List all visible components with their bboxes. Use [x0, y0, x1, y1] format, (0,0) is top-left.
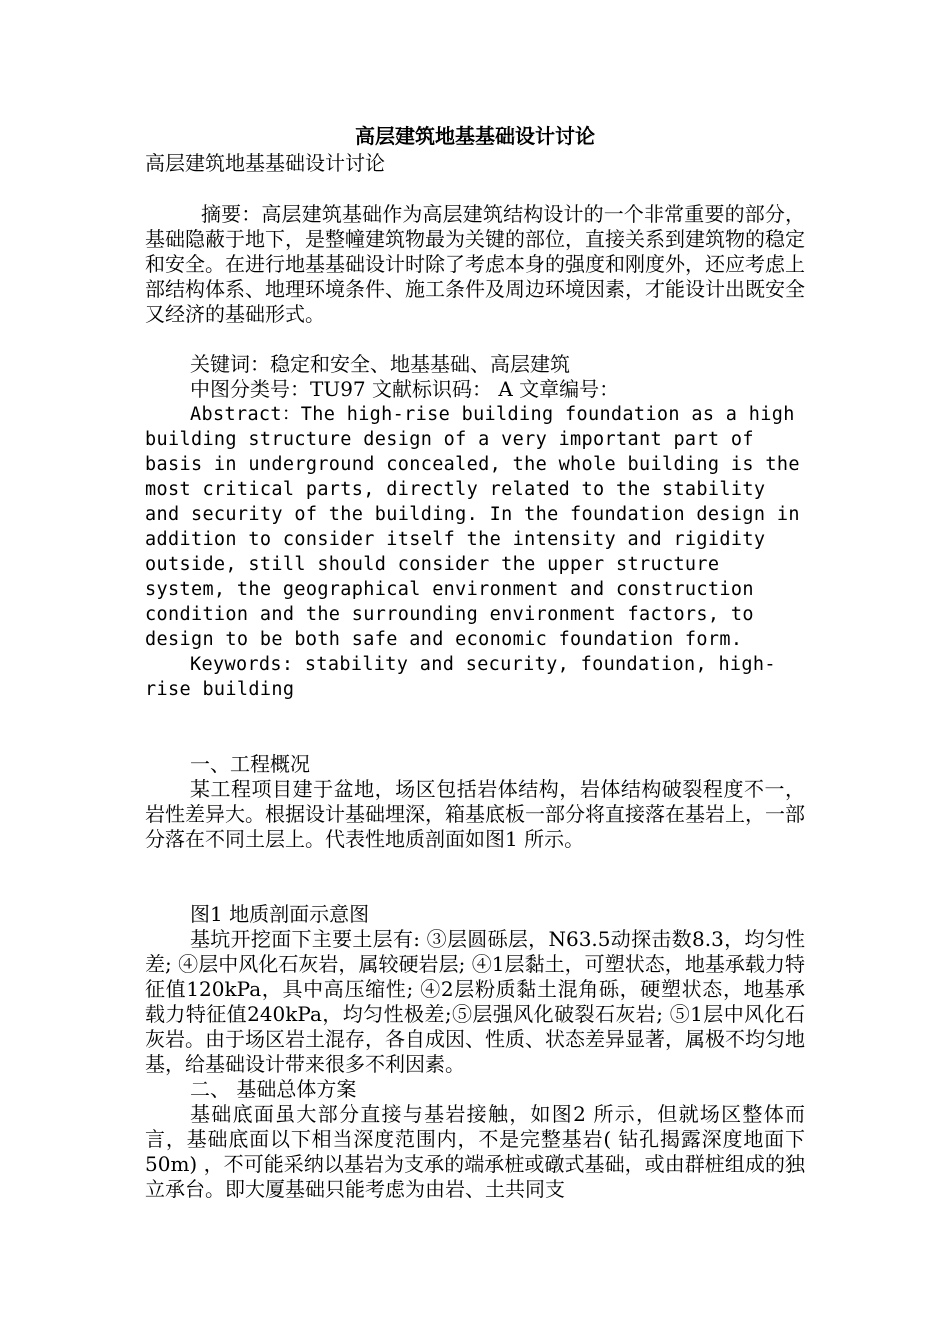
keywords-zh: 关键词：稳定和安全、地基基础、高层建筑 — [190, 352, 570, 376]
document-page — [145, 122, 805, 1202]
figure1-caption: 图1 地质剖面示意图 — [190, 902, 370, 926]
spacer — [145, 327, 805, 352]
section2-paragraph: 基础底面虽大部分直接与基岩接触，如图2 所示，但就场区整体而言，基础底面以下相当深度范围内，不是完整基岩( 钻孔揭露深度地面下50m) ，不可能采纳以基岩为支承的端承桩或礅式基础，或由群桩组成的独立承台。即大厦基础只能考虑为由岩、土共同支 — [145, 1102, 805, 1201]
classification-line: 中图分类号：TU97 文献标识码： A 文章编号： — [190, 377, 620, 401]
section1-paragraph: 某工程项目建于盆地，场区包括岩体结构，岩体结构破裂程度不一，岩性差异大。根据设计基础埋深，箱基底板一部分将直接落在基岩上，一部分落在不同土层上。代表性地质剖面如图1 所示。 — [145, 777, 805, 851]
section1-heading: 一、工程概况 — [190, 752, 310, 776]
spacer — [145, 702, 805, 752]
abstract-en: Abstract：The high-rise building foundation as a high building structure design of a very important part of basis in underground concealed, the whole building is the most critical parts, directly related to the stability and security of the building. In the foundation design in addition to consider itself the intensity and rigidity outside, still should consider the upper structure system, the geographical environment and construction condition and the surrounding environment factors, to design to be both safe and economic foundation form. — [145, 404, 800, 650]
section2-heading: 二、 基础总体方案 — [190, 1077, 357, 1101]
document-title: 高层建筑地基基础设计讨论 — [355, 124, 595, 148]
section1-paragraph-2: 基坑开挖面下主要土层有: ③层圆砾层，N63.5动探击数8.3，均匀性差; ④层中风化石灰岩，属较硬岩层; ④1层黏土，可塑状态，地基承载力特征值120kPa，具中高压缩性; ④2层粉质黏土混角砾，硬塑状态，地基承载力特征值240kPa，均匀性极差;⑤层强风化破裂石灰岩; ⑤1层中风化石灰岩。由于场区岩土混存，各自成因、性质、状态差异显著，属极不均匀地基，给基础设计带来很多不利因素。 — [145, 927, 805, 1076]
keywords-en: Keywords: stability and security, foundation, high-rise building — [145, 654, 776, 700]
abstract-zh: 摘要：高层建筑基础作为高层建筑结构设计的一个非常重要的部分，基础隐蔽于地下，是整幢建筑物最为关键的部位，直接关系到建筑物的稳定和安全。在进行地基基础设计时除了考虑本身的强度和刚度外，还应考虑上部结构体系、地理环境条件、施工条件及周边环境因素，才能设计出既安全又经济的基础形式。 — [145, 202, 805, 326]
document-subtitle: 高层建筑地基基础设计讨论 — [145, 151, 385, 175]
spacer — [145, 852, 805, 902]
